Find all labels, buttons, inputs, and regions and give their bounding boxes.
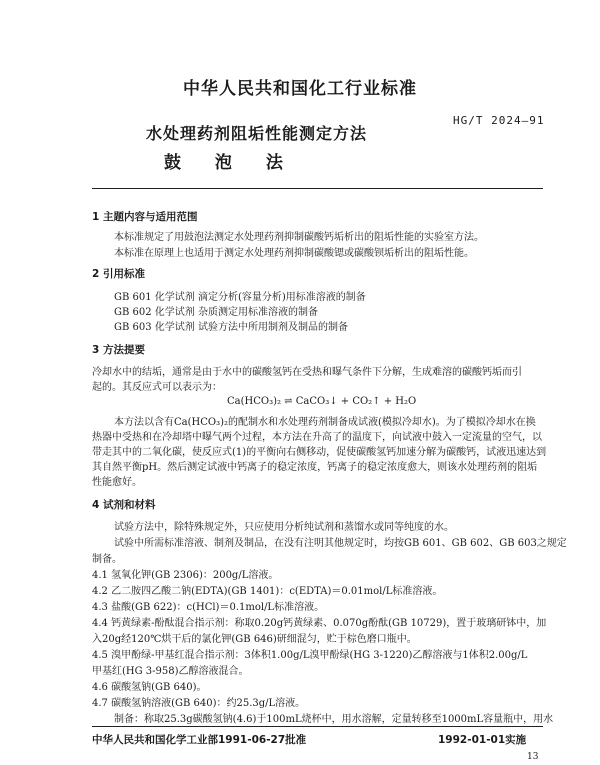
paragraph-line: 制备：称取25.3g碳酸氢钠(4.6)于100mL烧杯中，用水溶解，定量转移至1000mL容量瓶中，用水 — [114, 714, 554, 725]
reference-item: GB 601 化学试剂 滴定分析(容量分析)用标准溶液的制备 — [114, 292, 366, 303]
section-heading-references: 2 引用标准 — [92, 268, 145, 280]
standard-code: HG/T 2024—91 — [453, 114, 545, 127]
reagent-item: 4.3 盐酸(GB 622)：c(HCl)＝0.1mol/L标准溶液。 — [92, 602, 325, 613]
paragraph-line: 试验中所需标准溶液、制剂及制品，在没有注明其他规定时，均按GB 601、GB 602、GB 603之规定 — [114, 538, 567, 549]
reagent-item: 4.6 碳酸氢钠(GB 640)。 — [92, 682, 207, 693]
paragraph-line: 起的。其反应式可以表示为： — [92, 382, 222, 393]
paragraph: 本标准规定了用鼓泡法测定水处理药剂抑制碳酸钙垢析出的阻垢性能的实验室方法。 — [114, 232, 484, 243]
reference-item: GB 602 化学试剂 杂质测定用标准溶液的制备 — [114, 307, 318, 318]
reagent-item: 4.7 碳酸氢钠溶液(GB 640)：约25.3g/L溶液。 — [92, 698, 306, 709]
effective-date: 1992-01-01实施 — [438, 734, 527, 746]
document-title: 水处理药剂阻垢性能测定方法 — [146, 124, 368, 143]
paragraph-line: 性能愈好。 — [92, 477, 142, 488]
reaction-equation: Ca(HCO₃)₂ ⇌ CaCO₃↓ + CO₂↑ + H₂O — [227, 396, 417, 407]
reagent-item: 4.4 钙黄绿素-酚酞混合指示剂：称取0.20g钙黄绿素、0.070g酚酞(GB 10729)，置于玻璃研钵中，加 — [92, 618, 547, 629]
paragraph: 本标准在原理上也适用于测定水处理药剂抑制碳酸锶或碳酸钡垢析出的阻垢性能。 — [114, 248, 474, 259]
page-number: 13 — [527, 752, 539, 762]
paragraph-line: 冷却水中的结垢，通常是由于水中的碳酸氢钙在受热和曝气条件下分解，生成难溶的碳酸钙垢而引 — [92, 367, 522, 378]
paragraph-line: 甲基红(HG 3-958)乙醇溶液混合。 — [92, 666, 249, 677]
paragraph-line: 带走其中的二氧化碳，使反应式(1)的平衡向右侧移动，促使碳酸氢钙加速分解为碳酸钙，试液迅速达到 — [92, 447, 547, 458]
issuer-line: 中华人民共和国化学工业部1991-06-27批准 — [92, 734, 307, 746]
reagent-item: 4.5 溴甲酚绿-甲基红混合指示剂：3体积1.00g/L溴甲酚绿(HG 3-1220)乙醇溶液与1体积2.00g/L — [92, 650, 528, 661]
section-heading-reagents: 4 试剂和材料 — [92, 499, 156, 511]
section-heading-scope: 1 主题内容与适用范围 — [92, 211, 198, 223]
paragraph-line: 试验方法中，除特殊规定外，只应使用分析纯试剂和蒸馏水或同等纯度的水。 — [114, 522, 454, 533]
reference-item: GB 603 化学试剂 试验方法中所用制剂及制品的制备 — [114, 322, 348, 333]
reagent-item: 4.1 氢氧化钾(GB 2306)：200g/L溶液。 — [92, 570, 279, 581]
standard-title: 中华人民共和国化工行业标准 — [183, 79, 417, 99]
section-heading-summary: 3 方法提要 — [92, 344, 145, 356]
paragraph-line: 入20g经120℃烘干后的氯化钾(GB 646)研细混匀，贮于棕色磨口瓶中。 — [92, 634, 417, 645]
paragraph-line: 制备。 — [92, 554, 122, 565]
reagent-item: 4.2 乙二胺四乙酸二钠(EDTA)(GB 1401)：c(EDTA)＝0.01mol/L标准溶液。 — [92, 586, 443, 597]
header-divider — [92, 188, 543, 189]
paragraph-line: 其自然平衡pH。然后测定试液中钙离子的稳定浓度，钙离子的稳定浓度愈大，则该水处理药剂的阻垢 — [92, 462, 538, 473]
paragraph-line: 本方法以含有Ca(HCO₃)₂的配制水和水处理药剂制备成试液(模拟冷却水)。为了模拟冷却水在换 — [114, 417, 536, 428]
document-subtitle: 鼓 泡 法 — [164, 153, 284, 173]
paragraph-line: 热器中受热和在冷却塔中曝气两个过程，本方法在升高了的温度下，向试液中鼓入一定流量的空气，以 — [92, 432, 542, 443]
footer-divider — [92, 726, 543, 727]
